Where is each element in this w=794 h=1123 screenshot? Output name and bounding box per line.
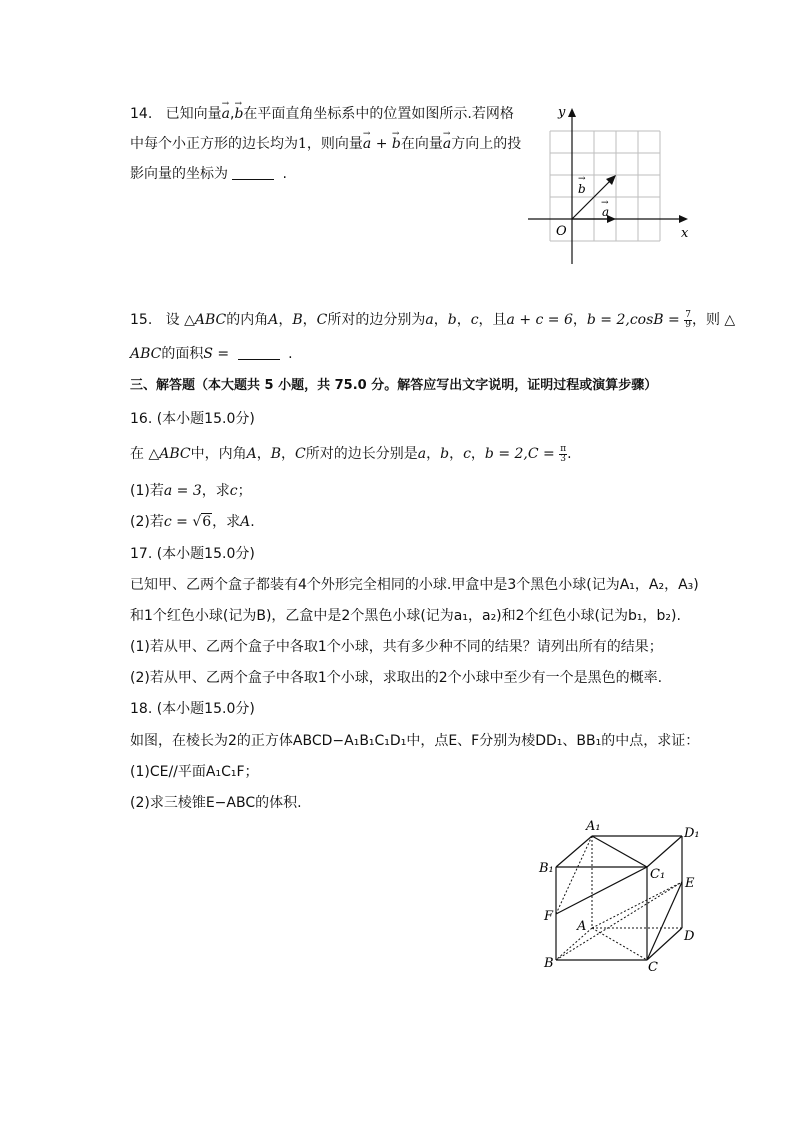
triangle-abc: ABC — [130, 346, 162, 362]
label-C: C — [648, 960, 658, 975]
q14-text: 方向上的投 — [451, 136, 522, 152]
vector-a: → a — [222, 100, 230, 128]
label-C1: C₁ — [650, 867, 666, 882]
var-c: c — [463, 446, 471, 462]
label-B1: B₁ — [539, 861, 554, 876]
y-label: y — [558, 105, 566, 120]
frac-num: π — [560, 443, 567, 454]
sep: ， — [278, 312, 293, 328]
label-B: B — [544, 956, 554, 971]
var-c: c — [229, 483, 238, 499]
q15-text: 设 △ — [165, 312, 195, 328]
vector-a: → a — [443, 130, 451, 158]
frac-den: 9 — [685, 319, 691, 330]
q14-text: 影向量的坐标为 — [130, 166, 228, 182]
cube-dashed-edges — [556, 836, 682, 960]
var-c: c — [470, 312, 479, 328]
sep: ， — [572, 312, 587, 328]
q18-part-2: (2)求三棱锥E−ABC的体积. — [130, 795, 302, 811]
vector-a: → a — [363, 130, 371, 158]
cube-figure — [530, 810, 710, 980]
q16-text: ，求 — [212, 514, 241, 530]
q15-number: 15. — [130, 312, 153, 328]
vector-b: → b — [392, 130, 401, 158]
q15-text: ，则 △ — [691, 312, 736, 328]
var-C: C — [316, 312, 328, 328]
part-label: (2)若 — [130, 514, 164, 530]
q18-line-1: 如图，在棱长为2的正方体ABCD−A₁B₁C₁D₁中，点E、F分别为棱DD₁、BB₁的中点，求证： — [130, 733, 700, 749]
equation: b = 2,C = — [484, 446, 555, 462]
q14-comma: , — [229, 106, 235, 122]
q16-part-1 — [130, 477, 690, 505]
q15-text: ，且 — [478, 312, 507, 328]
q16-text: 在 △ — [130, 446, 160, 462]
q16-end: . — [250, 514, 255, 530]
label-F: F — [544, 909, 554, 924]
triangle-abc: ABC — [194, 312, 227, 328]
frac-den: 3 — [560, 453, 567, 464]
q15-line-1 — [130, 306, 736, 334]
triangle-abc: ABC — [159, 446, 191, 462]
sep: ， — [426, 446, 441, 462]
label-A: A — [577, 919, 587, 934]
x-axis-arrow-icon — [679, 215, 688, 223]
sqrt-6: 6 — [202, 514, 212, 530]
sep: ， — [281, 446, 296, 462]
answer-blank — [238, 345, 280, 360]
q17-part-2: (2)若从甲、乙两个盒子中各取1个小球，求取出的2个小球中至少有一个是黑色的概率. — [130, 670, 663, 686]
var-C: C — [295, 446, 306, 462]
equation: c = — [163, 514, 193, 530]
y-axis-arrow-icon — [568, 108, 576, 117]
q15-text: 所对的边分别为 — [327, 312, 426, 328]
q18-part-1: (1)CE//平面A₁C₁F； — [130, 764, 259, 780]
q18-header: 18. (本小题15.0分) — [130, 701, 255, 717]
q16-text: 中，内角 — [190, 446, 247, 462]
var-A: A — [268, 312, 279, 328]
fraction-pi-3 — [559, 445, 567, 464]
sep: ， — [456, 312, 471, 328]
part-label: (1)若 — [130, 483, 164, 499]
var-b: b — [447, 312, 457, 328]
area-S: S = — [203, 346, 230, 362]
q14-period: . — [282, 166, 287, 182]
label-E: E — [685, 876, 695, 891]
section-3-title: 三、解答题（本大题共 5 小题，共 75.0 分。解答应写出文字说明，证明过程或演算步骤） — [130, 378, 658, 393]
frac-num: 7 — [685, 309, 691, 320]
var-b: b — [440, 446, 450, 462]
fraction-7-9 — [684, 311, 692, 330]
q17-line-1: 已知甲、乙两个盒子都装有4个外形完全相同的小球.甲盒中是3个黑色小球(记为A₁，A₂，A₃) — [130, 577, 699, 593]
var-a: a — [417, 446, 427, 462]
vector-b-label: b — [578, 182, 586, 196]
var-a: a — [425, 312, 434, 328]
q15-line-2 — [130, 340, 690, 368]
q16-text: ，求 — [201, 483, 230, 499]
q14-text: 中每个小正方形的边长均为 — [130, 136, 298, 152]
sep: ， — [449, 446, 464, 462]
q14-plus: + — [371, 136, 392, 152]
coordinate-grid-figure — [520, 96, 700, 271]
cube-solid-edges — [556, 836, 682, 960]
equation-1: a + c = 6 — [506, 312, 573, 328]
vector-a-label: a — [602, 205, 610, 219]
sep: ， — [302, 312, 317, 328]
q16-part-2: (2)若c = √6，求A. — [130, 514, 255, 530]
answer-blank — [232, 165, 274, 180]
vector-b: → b — [234, 100, 243, 128]
q15-text: 的内角 — [226, 312, 269, 328]
vector-a-arrow-mark-icon: → — [601, 198, 609, 208]
q17-line-2: 和1个红色小球(记为B)，乙盒中是2个黑色小球(记为a₁，a₂)和2个红色小球(记为b₁，b₂). — [130, 608, 681, 624]
q17-header: 17. (本小题15.0分) — [130, 546, 255, 562]
var-A: A — [246, 446, 257, 462]
sep: ， — [433, 312, 448, 328]
vector-b-arrow-mark-icon: → — [578, 174, 586, 184]
origin-label: O — [556, 224, 567, 239]
label-A1: A₁ — [586, 819, 601, 834]
sep: ， — [256, 446, 271, 462]
q16-header: 16. (本小题15.0分) — [130, 411, 255, 427]
x-label: x — [681, 226, 689, 241]
q16-period: . — [567, 446, 572, 462]
q14-number-one: 1 — [298, 136, 307, 152]
q15-period: . — [288, 346, 293, 362]
q16-line-1 — [130, 440, 690, 468]
equation-2: b = 2,cosB = — [586, 312, 680, 328]
q14-text: 在平面直角坐标系中的位置如图所示.若网格 — [243, 106, 514, 122]
q14-number: 14. — [130, 106, 153, 122]
q14-text: 在向量 — [400, 136, 443, 152]
var-A: A — [240, 514, 251, 530]
label-D1: D₁ — [684, 826, 700, 841]
q16-text: 所对的边长分别是 — [305, 446, 418, 462]
q17-part-1: (1)若从甲、乙两个盒子中各取1个小球，共有多少种不同的结果？请列出所有的结果； — [130, 639, 663, 655]
var-B: B — [270, 446, 282, 462]
q14-text: 已知向量 — [165, 106, 222, 122]
sep: ， — [470, 446, 485, 462]
q14-text: ，则向量 — [306, 136, 363, 152]
var-B: B — [292, 312, 303, 328]
label-D: D — [684, 929, 695, 944]
q15-text: 的面积 — [161, 346, 204, 362]
equation: a = 3 — [163, 483, 202, 499]
q16-end: ； — [237, 483, 252, 499]
